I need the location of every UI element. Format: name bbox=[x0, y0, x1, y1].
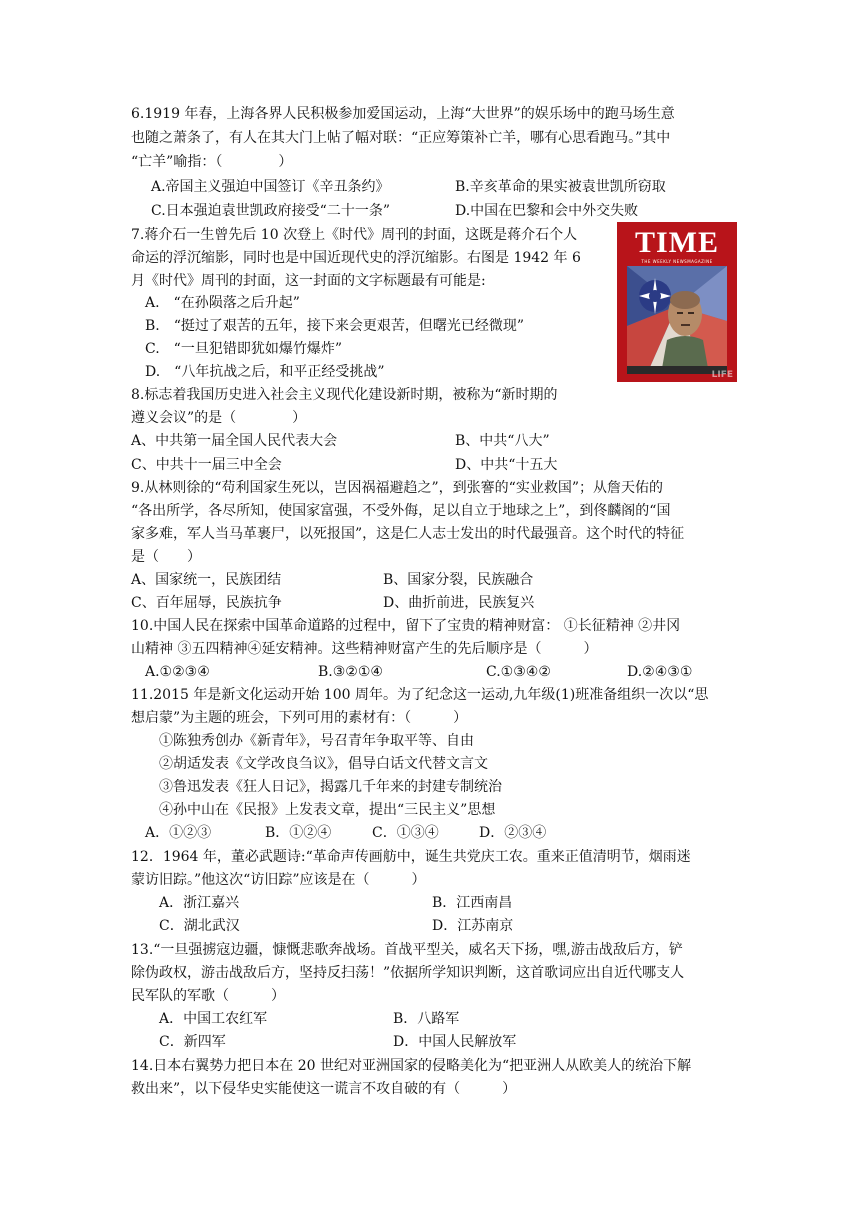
q8-option-a: A、中共第一届全国人民代表大会 bbox=[131, 433, 338, 449]
q8-stem: 遵义会议”的是（ ） bbox=[131, 410, 307, 426]
q7-option-b: B. “挺过了艰苦的五年，接下来会更艰苦，但曙光已经微现” bbox=[145, 318, 525, 334]
q6-stem: 也随之萧条了，有人在其大门上帖了幅对联：“正应筹策补亡羊，哪有心思看跑马。”其中 bbox=[131, 130, 671, 146]
q10-option-a: A.①②③④ bbox=[145, 664, 210, 680]
q11-option-a: A．①②③ bbox=[145, 825, 212, 841]
q6-option-c: C.日本强迫袁世凯政府接受“二十一条” bbox=[151, 203, 390, 219]
q11-item: ①陈独秀创办《新青年》，号召青年争取平等、自由 bbox=[159, 733, 474, 749]
q10-option-c: C.①③④② bbox=[486, 664, 551, 680]
q9-stem: 9.从林则徐的“苟利国家生死以，岂因祸福避趋之”，到张謇的“实业救国”；从詹天佑的 bbox=[131, 480, 663, 496]
q10-option-d: D.②④③① bbox=[627, 664, 693, 680]
q13-stem: 13.“一旦强掳寇边疆，慷慨悲歌奔战场。首战平型关，威名天下扬，嘿,游击战敌后方，铲 bbox=[131, 942, 683, 958]
q7-option-a: A. “在孙陨落之后升起” bbox=[145, 295, 300, 311]
q13-option-d: D．中国人民解放军 bbox=[393, 1034, 517, 1050]
q6-stem: “亡羊”喻指：（ ） bbox=[131, 154, 293, 170]
q11-item: ③鲁迅发表《狂人日记》，揭露几千年来的封建专制统治 bbox=[159, 779, 502, 795]
q12-option-b: B．江西南昌 bbox=[432, 895, 513, 911]
q9-stem: 家多难，军人当马革裹尸，以死报国”，这是仁人志士发出的时代最强音。这个时代的特征 bbox=[131, 526, 685, 542]
q9-option-c: C、百年屈辱，民族抗争 bbox=[131, 595, 282, 611]
q7-option-c: C. “一旦犯错即犹如爆竹爆炸” bbox=[145, 341, 342, 357]
q13-stem: 除伪政权，游击战敌后方，坚持反扫荡！”依据所学知识判断，这首歌词应出自近代哪支人 bbox=[131, 965, 685, 981]
q12-stem: 蒙访旧踪。”他这次“访旧踪”应该是在（ ） bbox=[131, 872, 426, 888]
q6-option-d: D.中国在巴黎和会中外交失败 bbox=[455, 203, 639, 219]
magazine-subtitle: THE WEEKLY NEWSMAGAZINE bbox=[641, 259, 713, 264]
q13-option-c: C．新四军 bbox=[159, 1034, 226, 1050]
q11-stem: 想启蒙”为主题的班会，下列可用的素材有：（ ） bbox=[131, 710, 468, 726]
q10-stem: 山精神 ③五四精神④延安精神。这些精神财富产生的先后顺序是（ ） bbox=[131, 641, 598, 657]
magazine-masthead: TIME bbox=[634, 226, 719, 259]
q9-stem: 是（ ） bbox=[131, 549, 201, 565]
q10-stem: 10.中国人民在探索中国革命道路的过程中，留下了宝贵的精神财富： ①长征精神 ②井冈 bbox=[131, 618, 681, 634]
q9-option-b: B、国家分裂，民族融合 bbox=[383, 572, 534, 588]
q11-option-b: B．①②④ bbox=[265, 825, 332, 841]
q6-option-b: B.辛亥革命的果实被袁世凯所窃取 bbox=[455, 179, 666, 195]
q8-option-b: B、中共“八大” bbox=[455, 433, 550, 449]
q11-item: ④孙中山在《民报》上发表文章，提出“三民主义”思想 bbox=[159, 802, 496, 818]
q12-option-c: C．湖北武汉 bbox=[159, 918, 240, 934]
q10-option-b: B.③②①④ bbox=[318, 664, 383, 680]
q12-option-a: A．浙江嘉兴 bbox=[159, 895, 240, 911]
q12-stem: 12．1964 年，董必武题诗:“革命声传画舫中，诞生共党庆工农。重来正值清明节，烟雨迷 bbox=[131, 849, 691, 865]
q12-option-d: D．江苏南京 bbox=[432, 918, 514, 934]
q7-stem: 7.蒋介石一生曾先后 10 次登上《时代》周刊的封面，这既是蒋介石个人 bbox=[131, 227, 578, 243]
q6-option-a: A.帝国主义强迫中国签订《辛丑条约》 bbox=[151, 179, 390, 195]
q13-option-b: B．八路军 bbox=[393, 1011, 460, 1027]
q7-stem: 月《时代》周刊的封面，这一封面的文字标题最有可能是: bbox=[131, 273, 486, 289]
q14-stem: 救出来”，以下侵华史实能使这一谎言不攻自破的有（ ） bbox=[131, 1081, 517, 1097]
q13-stem: 民军队的军歌（ ） bbox=[131, 988, 285, 1004]
q11-stem: 11.2015 年是新文化运动开始 100 周年。为了纪念这一运动,九年级(1)班准备组织一次以“思 bbox=[131, 687, 709, 703]
q6-stem: 6.1919 年春，上海各界人民积极参加爱国运动，上海“大世界”的娱乐场中的跑马场生意 bbox=[131, 106, 675, 122]
q9-option-d: D、曲折前进，民族复兴 bbox=[383, 595, 535, 611]
q8-option-d: D、中共“十五大 bbox=[455, 457, 558, 473]
life-watermark: LIFE bbox=[711, 370, 733, 380]
q14-stem: 14.日本右翼势力把日本在 20 世纪对亚洲国家的侵略美化为“把亚洲人从欧美人的统治下解 bbox=[131, 1058, 692, 1074]
q9-option-a: A、国家统一，民族团结 bbox=[131, 572, 282, 588]
q13-option-a: A．中国工农红军 bbox=[159, 1011, 268, 1027]
q7-stem: 命运的浮沉缩影，同时也是中国近现代史的浮沉缩影。右图是 1942 年 6 bbox=[131, 250, 581, 266]
q11-option-c: C．①③④ bbox=[372, 825, 439, 841]
q11-option-d: D．②③④ bbox=[479, 825, 547, 841]
q9-stem: “各出所学，各尽所知，使国家富强，不受外侮，足以自立于地球之上”，到佟麟阁的“国 bbox=[131, 503, 671, 519]
q7-option-d: D. “八年抗战之后，和平正经受挑战” bbox=[145, 364, 385, 380]
portrait-illustration bbox=[627, 266, 727, 374]
q8-stem: 8.标志着我国历史进入社会主义现代化建设新时期，被称为“新时期的 bbox=[131, 387, 558, 403]
q8-option-c: C、中共十一届三中全会 bbox=[131, 457, 282, 473]
q11-item: ②胡适发表《文学改良刍议》，倡导白话文代替文言文 bbox=[159, 756, 488, 772]
time-magazine-cover bbox=[617, 222, 737, 382]
